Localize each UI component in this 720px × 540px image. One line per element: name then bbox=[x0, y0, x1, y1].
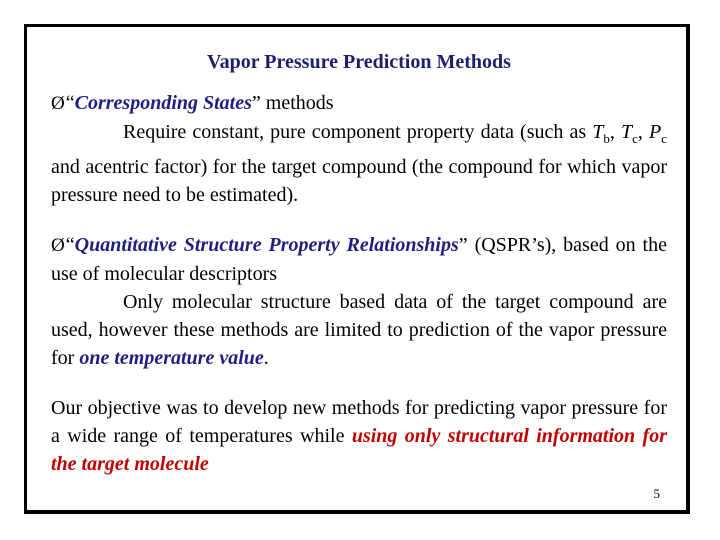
method-name-qspr: Quantitative Structure Property Relationships bbox=[74, 234, 459, 256]
objective-paragraph: Our objective was to develop new methods for predicting vapor pressure for a wide range of temperatures while using only structural information for the target molecule bbox=[51, 397, 667, 475]
section-corresponding-states: Ø“Corresponding States” methods bbox=[51, 92, 334, 114]
arrow-right-icon: Ø bbox=[51, 93, 65, 114]
highlight-one-temperature: one temperature value bbox=[79, 347, 264, 369]
method-name-corresponding-states: Corresponding States bbox=[74, 92, 252, 114]
slide-title: Vapor Pressure Prediction Methods bbox=[207, 51, 511, 73]
corresponding-states-description: Require constant, pure component property data (such as $T_b$, $T_c$, $P_c$ and acentric factor) for the target compound (the compound for which vapor pressure need to be estimated). bbox=[51, 121, 668, 206]
page-number: 5 bbox=[653, 486, 660, 501]
section-qspr: Ø“Quantitative Structure Property Relationships” (QSPR’s), based on the use of molecular descriptors bbox=[51, 234, 667, 285]
slide-frame bbox=[24, 24, 690, 514]
slide-content bbox=[51, 49, 667, 478]
arrow-right-icon: Ø bbox=[51, 235, 65, 256]
qspr-description: Only molecular structure based data of the target compound are used, however these methods are limited to prediction of the vapor pressure for one temperature value. bbox=[51, 291, 667, 369]
highlight-structural-information: using only structural information for the target molecule bbox=[51, 425, 667, 475]
